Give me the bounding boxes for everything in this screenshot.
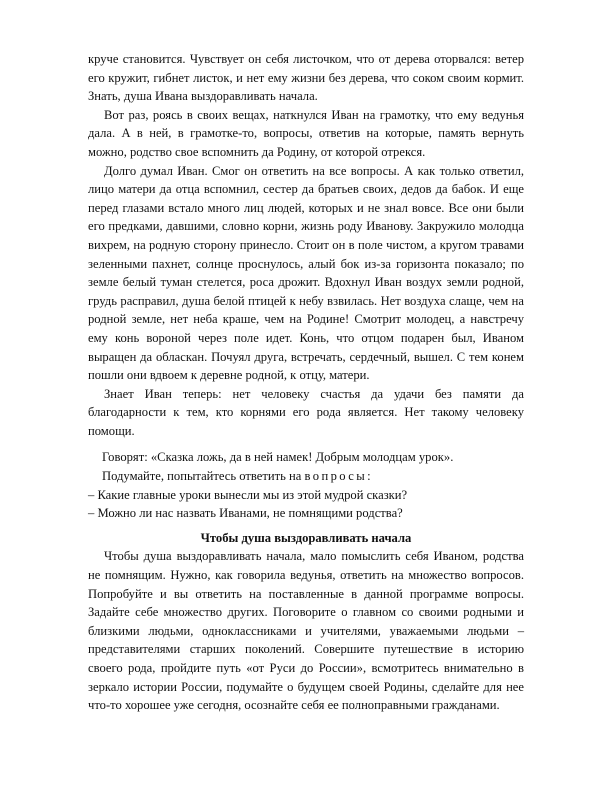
questions-intro-suffix: :: [367, 469, 371, 484]
saying-line: Говорят: «Сказка ложь, да в ней намек! Добрым молодцам урок».: [102, 450, 454, 465]
questions-intro-word: вопросы: [304, 469, 368, 484]
question-item: – Какие главные уроки вынесли мы из этой мудрой сказки?: [88, 487, 408, 502]
questions-intro-prefix: Подумайте, попытайтесь ответить на: [102, 469, 305, 484]
document-page: [88, 50, 524, 715]
question-item: – Можно ли нас назвать Иванами, не помнящими родства?: [88, 506, 403, 521]
paragraph-long-thought: Долго думал Иван. Смог он ответить на все вопросы. А как только ответил, лицо матери да отца вспомнил, сестер да братьев своих, дедов да бабок. И еще перед глазами встало много лиц людей, которых и не знал вовсе. Все они были его предками, давшими, словно корни, жизнь роду Иванову. Закружило молодца вихрем, на родную сторону принесло. Стоит он в поле чистом, а кругом травами зеленными пахнет, солнце проснулось, алый бок из-за горизонта показало; по земле белый туман стелется, роса дрожит. Вдохнул Иван воздух земли родной, грудь расправил, душа белой птицей к небу взвилась. Нет воздуха слаще, чем на родной земле, нет неба краше, чем на Родине! Смотрит молодец, а навстречу ему конь вороной через поле идет. Конь, что отцом подарен был, Иваном выращен да обласкан. Почуял друга, встречать, сердечный, вышел. С тем конем пошли они вдвоем к деревне родной, к отцу, матери.: [88, 163, 524, 383]
spacer: [88, 440, 524, 448]
paragraph-continuation: круче становится. Чувствует он себя листочком, что от дерева оторвался: ветер его кружит, гибнет листок, и нет ему жизни без дерева, что соком своим кормит. Знать, душа Ивана выздоравливать начала.: [88, 52, 524, 104]
paragraph-moral: Знает Иван теперь: нет человеку счастья да удачи без памяти да благодарности к тем, кто корнями его рода является. Нет такому человеку помощи.: [88, 386, 524, 438]
section-heading: Чтобы душа выздоравливать начала: [200, 530, 412, 545]
questions-intro: [88, 467, 524, 486]
paragraph-final: Чтобы душа выздоравливать начала, мало помыслить себя Иваном, родства не помнящим. Нужно, как говорила ведунья, ответить на множество вопросов. Попробуйте и вы ответить на поставленные в данной программе вопросы. Задайте себе множество других. Поговорите о главном со своими родными и близкими людьми, одноклассниками и учителями, уважаемыми людьми – представителями старших поколений. Совершите путешествие в историю своего рода, пройдите путь «от Руси до России», всмотритесь внимательно в зеркало истории России, подумайте о будущем своей Родины, сделайте для нее что-то хорошее уже сегодня, осознайте себя ее полноправными гражданами.: [88, 549, 524, 713]
paragraph-gramotka: Вот раз, роясь в своих вещах, наткнулся Иван на грамотку, что ему ведунья дала. А в ней, в грамотке-то, вопросы, ответив на которые, память вернуть можно, родство свое вспомнить да Родину, от которой отрекся.: [88, 107, 524, 159]
